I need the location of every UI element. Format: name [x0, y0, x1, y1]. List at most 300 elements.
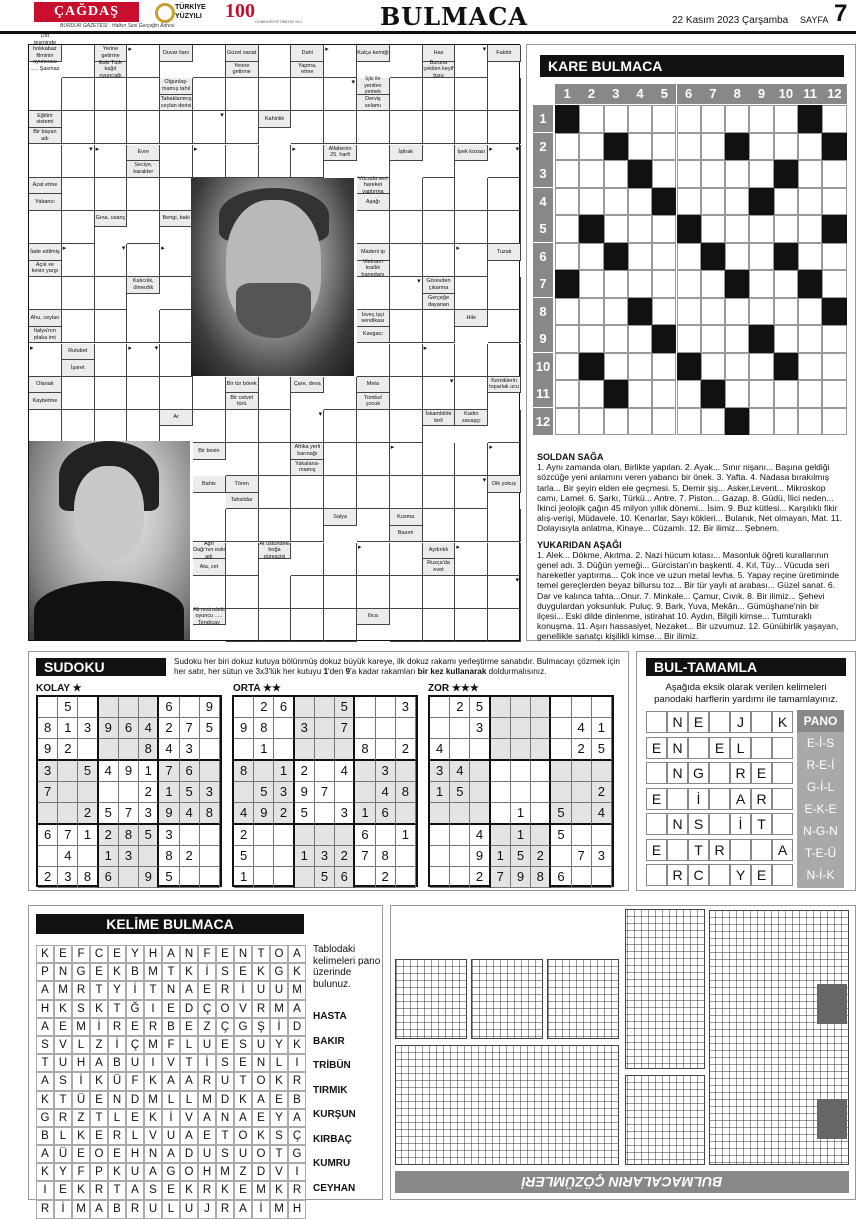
kelime-letter: R — [72, 981, 90, 999]
kare-cell — [677, 298, 701, 326]
hundred-year-logo: 100 — [225, 0, 255, 22]
answer-kelime — [625, 909, 705, 1069]
kare-cell — [555, 133, 579, 161]
crossword-clue: Alt resimdeki oyuncu ..... Tendıcay — [193, 606, 225, 626]
sudoku-cell — [355, 718, 375, 739]
crossword-cell — [62, 377, 95, 410]
kelime-letter: A — [234, 1200, 252, 1219]
crossword-cell — [95, 377, 128, 410]
kare-black-cell — [774, 353, 798, 381]
kare-cell — [798, 408, 822, 436]
crossword-cell — [390, 410, 423, 443]
kelime-letter: R — [90, 1181, 108, 1199]
kare-black-cell — [701, 380, 725, 408]
sudoku-cell: 1 — [511, 803, 531, 825]
kelime-letter: S — [216, 1145, 234, 1163]
kare-black-cell — [701, 243, 725, 271]
kelime-letter: U — [126, 1163, 144, 1181]
kare-cell — [798, 215, 822, 243]
kare-cell — [725, 160, 749, 188]
down-heading: YUKARIDAN AŞAĞI — [537, 539, 622, 550]
bul-letter-cell: R — [667, 864, 688, 886]
crossword-cell — [488, 576, 521, 609]
crossword-clue: İştirak — [390, 145, 423, 162]
sudoku-cell — [295, 697, 315, 718]
crossword-clue: İçki ile yenilen yemek — [357, 78, 390, 95]
kelime-letter: D — [180, 1000, 198, 1018]
crossword-cell — [259, 509, 292, 542]
kelime-letter: Ü — [72, 1091, 90, 1109]
sudoku-cell: 2 — [376, 867, 396, 888]
crossword-clue: İtalya'nın plaka imi — [29, 327, 62, 344]
kelime-letter: V — [234, 1000, 252, 1018]
crossword-cell — [390, 211, 423, 244]
crossword-cell — [95, 277, 128, 310]
kelime-letter: G — [288, 1145, 306, 1163]
kare-cell — [725, 243, 749, 271]
sudoku-cell: 3 — [200, 782, 220, 803]
crossword-cell — [357, 145, 390, 178]
crossword-cell — [455, 178, 488, 211]
sudoku-cell — [551, 697, 571, 718]
pano-item: R-E-İ — [806, 758, 835, 772]
kelime-letter: T — [162, 963, 180, 981]
sudoku-label-easy: KOLAY ★ — [36, 683, 82, 694]
crossword-clue: Salya — [324, 509, 357, 526]
sudoku-cell: 1 — [396, 825, 416, 846]
crossword-cell — [390, 244, 423, 277]
crossword-cell — [127, 45, 160, 78]
kare-cell — [652, 270, 676, 298]
kelime-letter: F — [72, 1163, 90, 1181]
kare-cell — [652, 408, 676, 436]
sudoku-cell: 9 — [119, 761, 139, 782]
sudoku-cell: 6 — [274, 697, 294, 718]
kare-row-header: 12 — [533, 408, 553, 435]
sudoku-cell: 7 — [58, 825, 78, 846]
kare-col-header: 8 — [725, 84, 749, 104]
page-title: BULMACA — [380, 2, 528, 31]
kelime-letter: L — [162, 1091, 180, 1109]
crossword-clue: Kaybetme — [29, 393, 62, 410]
kelime-letter: A — [162, 1072, 180, 1090]
kare-cell — [701, 105, 725, 133]
bul-letter-cell: E — [646, 788, 667, 810]
sudoku-cell: 3 — [430, 761, 450, 782]
arrow-right-icon: ▸ — [358, 543, 362, 551]
kare-cell — [579, 408, 603, 436]
crossword-cell — [357, 344, 390, 377]
sudoku-cell: 1 — [58, 718, 78, 739]
sudoku-cell: 8 — [38, 718, 58, 739]
crossword-cell — [390, 277, 423, 310]
bul-letter-cell: İ — [688, 788, 709, 810]
kelime-word: HASTA — [313, 1011, 347, 1022]
kare-cell — [774, 270, 798, 298]
arrow-down-icon: ▾ — [482, 46, 487, 53]
sudoku-cell: 5 — [159, 867, 179, 888]
crossword-clue: İpek kozası — [455, 145, 488, 162]
crossword-cell — [62, 45, 95, 78]
kelime-letter: E — [234, 1054, 252, 1072]
arrow-right-icon: ▸ — [423, 344, 428, 352]
sudoku-cell: 3 — [470, 718, 490, 739]
crossword-cell — [95, 344, 128, 377]
kelime-letter: K — [72, 1127, 90, 1145]
kelime-letter: İ — [54, 1200, 72, 1219]
kelime-letter: K — [90, 1000, 108, 1018]
sudoku-cell — [295, 867, 315, 888]
crossword-cell — [357, 476, 390, 509]
crossword-cell — [62, 145, 95, 178]
kare-cell — [555, 353, 579, 381]
sudoku-cell — [572, 825, 592, 846]
sudoku-cell — [335, 739, 355, 761]
crossword-cell — [357, 443, 390, 476]
crossword-clue: Derviş selamı — [357, 95, 390, 112]
logo-slogan: Halkın Sesi Gerçeğin Adresi — [111, 23, 175, 29]
sudoku-cell: 3 — [592, 846, 612, 867]
crossword-clue: Kahinlik — [259, 111, 292, 128]
kare-cell — [701, 408, 725, 436]
kelime-letter: V — [270, 1163, 288, 1181]
kare-cell — [822, 380, 846, 408]
pano-item: N-G-N — [803, 824, 838, 838]
sudoku-cell: 5 — [254, 782, 274, 803]
kelime-letter: T — [234, 1072, 252, 1090]
answers-section — [390, 905, 856, 1200]
kelime-title: KELİME BULMACA — [36, 914, 304, 934]
sudoku-cell — [254, 846, 274, 867]
kelime-letter: D — [126, 1091, 144, 1109]
sudoku-cell — [295, 825, 315, 846]
crossword-cell — [488, 609, 521, 642]
crossword-cell — [357, 543, 390, 576]
kelime-letter: U — [252, 1036, 270, 1054]
sudoku-cell — [396, 867, 416, 888]
sd-b: 1 — [323, 667, 329, 676]
kare-cell — [555, 215, 579, 243]
crossword-clue: Faktör — [488, 45, 521, 62]
kelime-letter: A — [234, 1109, 252, 1127]
crossword-cell — [193, 78, 226, 111]
kelime-letter: H — [36, 1000, 54, 1018]
kare-cell — [628, 325, 652, 353]
kelime-letter: R — [126, 1200, 144, 1219]
crossword-clue: Eski Türk kağıt oyuncağı — [95, 62, 128, 79]
kelime-letter: E — [162, 1000, 180, 1018]
crossword-cell — [455, 377, 488, 410]
sudoku-cell: 2 — [58, 739, 78, 761]
kelime-letter: A — [36, 981, 54, 999]
crossword-clue: İşaret — [62, 360, 95, 377]
kelime-letter: K — [216, 1181, 234, 1199]
kare-cell — [604, 408, 628, 436]
sudoku-cell — [180, 697, 200, 718]
sudoku-cell — [491, 825, 511, 846]
kelime-letter: T — [36, 1054, 54, 1072]
sudoku-cell: 5 — [58, 697, 78, 718]
kelime-letter: T — [90, 981, 108, 999]
kelime-letter: R — [54, 1109, 72, 1127]
crossword-cell — [390, 576, 423, 609]
kelime-letter: E — [270, 1091, 288, 1109]
arrow-down-icon: ▾ — [89, 145, 93, 153]
sudoku-cell — [531, 739, 551, 761]
kare-cell — [652, 380, 676, 408]
sudoku-cell — [551, 739, 571, 761]
crossword-cell — [291, 78, 324, 111]
kelime-letter: Z — [90, 1036, 108, 1054]
bul-row — [646, 864, 793, 886]
ty-line1: TÜRKİYE — [175, 4, 206, 11]
sd-f: bir kez kullanarak — [417, 667, 487, 676]
crossword-clue: Kalça kemiği — [357, 45, 390, 62]
kelime-letter: Y — [108, 981, 126, 999]
sudoku-cell — [376, 697, 396, 718]
arrow-down-icon: ▾ — [351, 79, 355, 87]
crossword-clue: Basım — [390, 526, 423, 543]
kelime-letter: Ş — [252, 1018, 270, 1036]
kelime-letter: R — [252, 1000, 270, 1018]
turkiye-yuzyili-logo — [155, 3, 215, 25]
kelime-letter: S — [144, 1181, 162, 1199]
arrow-right-icon: ▸ — [325, 46, 329, 53]
sudoku-label-hard: ZOR ★★★ — [428, 683, 479, 694]
logo-tagline: BURDUR GAZETESİ · Halkın Sesi Gerçeğin Adresi — [60, 23, 175, 29]
sudoku-cell — [376, 825, 396, 846]
sudoku-cell — [430, 825, 450, 846]
sudoku-cell: 3 — [295, 718, 315, 739]
kelime-letter: A — [288, 1109, 306, 1127]
sudoku-cell — [592, 867, 612, 888]
pano-title: PANO — [797, 710, 844, 732]
crossword-clue: Tahsildar — [226, 493, 259, 510]
kelime-letter: Y — [270, 1036, 288, 1054]
kare-cell — [677, 380, 701, 408]
answer-sudoku-3 — [395, 959, 467, 1039]
crossword-clue: Tören — [226, 476, 259, 493]
kelime-letter: F — [72, 945, 90, 963]
kare-cell — [798, 243, 822, 271]
sudoku-cell: 4 — [99, 761, 119, 782]
crossword-clue: Has — [423, 45, 456, 62]
crossword-clue: Vietnam krallık hanedanı — [357, 261, 390, 278]
crossword-cell — [127, 111, 160, 144]
sudoku-cell — [572, 697, 592, 718]
kelime-letter: B — [108, 1200, 126, 1219]
sudoku-cell: 3 — [38, 761, 58, 782]
sudoku-cell — [355, 782, 375, 803]
kelime-letter: U — [234, 1145, 252, 1163]
crossword-cell — [160, 145, 193, 178]
kare-cell — [701, 160, 725, 188]
crossword-clue: At üstündeki boğa güreşçisi — [259, 540, 290, 560]
kelime-letter: İ — [90, 1018, 108, 1036]
crossword-cell — [357, 111, 390, 144]
kelime-letter: S — [54, 1072, 72, 1090]
crossword-cell — [160, 310, 193, 343]
bul-letter-cell — [646, 762, 667, 784]
sudoku-cell: 3 — [335, 803, 355, 825]
sudoku-cell — [119, 867, 139, 888]
kelime-letter: A — [252, 1091, 270, 1109]
crossword-cell — [357, 576, 390, 609]
sudoku-cell — [254, 761, 274, 782]
bul-letter-cell: R — [709, 839, 730, 861]
sudoku-cell: 3 — [315, 846, 335, 867]
sudoku-cell — [99, 697, 119, 718]
answer-kare — [625, 1075, 705, 1165]
kelime-letter: M — [72, 1018, 90, 1036]
crossword-cell — [455, 609, 488, 642]
bul-letter-cell: J — [730, 711, 751, 733]
kare-cell — [652, 133, 676, 161]
kelime-letter: R — [144, 1018, 162, 1036]
crossword-cell — [423, 443, 456, 476]
kare-black-cell — [822, 298, 846, 326]
kelime-letter: Ç — [288, 1127, 306, 1145]
kelime-letter: A — [180, 981, 198, 999]
kare-cell — [774, 133, 798, 161]
kelime-letter: S — [216, 963, 234, 981]
kelime-letter: U — [216, 1072, 234, 1090]
kelime-letter: K — [288, 1036, 306, 1054]
kelime-letter: M — [198, 1091, 216, 1109]
kelime-letter: M — [144, 1091, 162, 1109]
sudoku-cell: 1 — [254, 739, 274, 761]
crossword-cell — [259, 443, 292, 476]
crossword-cell — [160, 178, 193, 211]
sudoku-cell — [139, 846, 159, 867]
page-label: SAYFA — [800, 15, 829, 25]
sudoku-cell — [234, 739, 254, 761]
kelime-letter: Ü — [108, 1072, 126, 1090]
crossword-cell — [423, 78, 456, 111]
crossword-cell — [29, 344, 62, 377]
kare-cell — [774, 188, 798, 216]
sudoku-cell: 5 — [78, 761, 98, 782]
crossword-cell — [127, 78, 160, 111]
arrow-down-icon: ▾ — [318, 410, 323, 418]
sudoku-cell: 4 — [450, 761, 470, 782]
sudoku-cell: 1 — [234, 867, 254, 888]
kelime-letter: L — [162, 1200, 180, 1219]
sudoku-grid-hard — [428, 695, 614, 887]
crossword-clue: Gına, usanç — [95, 211, 128, 228]
kare-black-cell — [798, 105, 822, 133]
sudoku-cell — [355, 697, 375, 718]
crossword-cell — [226, 78, 259, 111]
crossword-cell — [193, 145, 226, 178]
kare-black-cell — [798, 270, 822, 298]
kelime-letter: D — [180, 1145, 198, 1163]
bul-row — [646, 737, 793, 759]
kare-cell — [822, 188, 846, 216]
sudoku-cell: 2 — [38, 867, 58, 888]
sudoku-cell: 2 — [450, 697, 470, 718]
sudoku-cell: 7 — [315, 782, 335, 803]
arrow-right-icon: ▸ — [128, 46, 132, 53]
kelime-letter: İ — [198, 963, 216, 981]
crossword-clue: Eğitim sistemi — [29, 111, 62, 128]
crossword-cell — [423, 211, 456, 244]
kelime-letter: D — [216, 1091, 234, 1109]
kare-col-header: 9 — [749, 84, 773, 104]
kelime-letter: T — [90, 1109, 108, 1127]
kelime-letter: S — [216, 1054, 234, 1072]
kelime-letter: M — [252, 1181, 270, 1199]
bul-letter-cell: G — [688, 762, 709, 784]
crossword-cell — [95, 78, 128, 111]
kelime-letter: I — [144, 1000, 162, 1018]
sudoku-cell — [274, 867, 294, 888]
kelime-letter: T — [216, 1127, 234, 1145]
kare-cell — [798, 298, 822, 326]
sudoku-cell — [376, 739, 396, 761]
sudoku-cell — [491, 782, 511, 803]
kare-cell — [628, 243, 652, 271]
sudoku-cell: 4 — [335, 761, 355, 782]
sudoku-cell: 2 — [295, 761, 315, 782]
kare-cell — [798, 133, 822, 161]
kelime-letter: O — [90, 1145, 108, 1163]
bul-letter-cell: E — [646, 737, 667, 759]
crossword-cell — [127, 377, 160, 410]
crossword-clue: Ağrı Dağı'nın eski adı — [193, 540, 225, 560]
crossword-cell — [357, 410, 390, 443]
sudoku-cell — [315, 718, 335, 739]
kare-black-cell — [652, 188, 676, 216]
bul-letter-cell: L — [730, 737, 751, 759]
crossword-cell — [259, 145, 292, 178]
crossword-cell — [62, 244, 95, 277]
kare-cell — [555, 243, 579, 271]
kelime-letter: F — [198, 945, 216, 963]
sudoku-cell: 1 — [430, 782, 450, 803]
crossword-cell — [423, 344, 456, 377]
crossword-clue: İade edilmiş — [29, 244, 62, 261]
kelime-letter: L — [54, 1127, 72, 1145]
crossword-cell — [127, 178, 160, 211]
kare-cell — [677, 408, 701, 436]
kelime-letter: R — [108, 1018, 126, 1036]
crossword-cell — [193, 576, 226, 609]
crossword-cell — [226, 509, 259, 542]
kare-cell — [604, 270, 628, 298]
kare-cell — [677, 243, 701, 271]
crossword-cell — [29, 410, 62, 443]
crossword-clue: Kemiklerin toparlak ucu — [488, 377, 521, 394]
sudoku-cell — [376, 718, 396, 739]
kare-cell — [677, 160, 701, 188]
crossword-clue: Ata, cet — [193, 559, 226, 576]
crossword-cell — [226, 609, 259, 642]
kelime-letter: E — [90, 1091, 108, 1109]
kelime-letter: H — [288, 1200, 306, 1219]
sudoku-cell — [355, 761, 375, 782]
kelime-letter: İ — [126, 981, 144, 999]
kare-cell — [749, 353, 773, 381]
kelime-letter: L — [108, 1109, 126, 1127]
arrow-right-icon: ▸ — [390, 444, 395, 451]
bul-letter-cell: R — [730, 762, 751, 784]
crossword-cell — [259, 576, 292, 609]
crossword-cell — [423, 576, 456, 609]
sudoku-cell — [551, 761, 571, 782]
sudoku-cell — [531, 761, 551, 782]
kelime-letter: S — [72, 1000, 90, 1018]
